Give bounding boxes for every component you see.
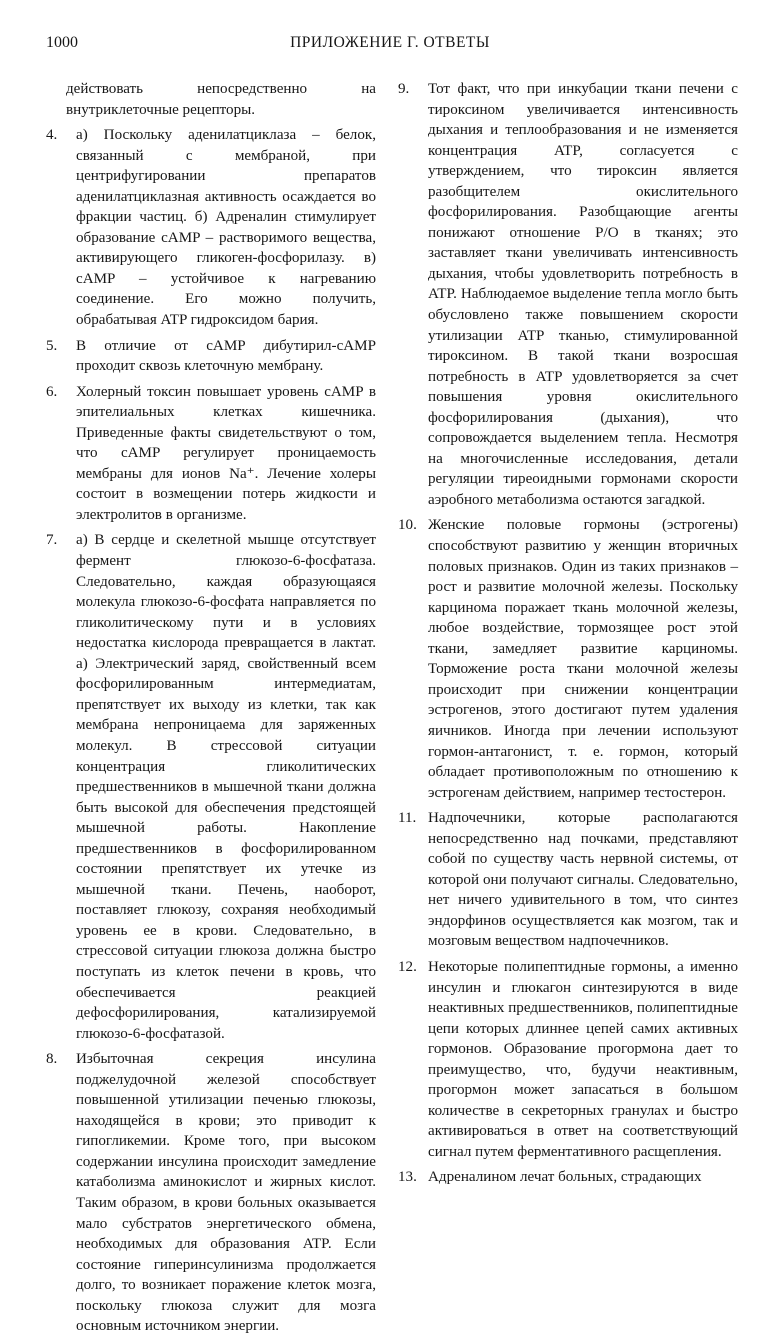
answer-text: Избыточная секреция инсулина поджелудочной железой способствует повышенной утилизации печенью глюкозы, находящейся в крови; это приводит к гипогликемии. Кроме того, при высоком содержании инсулина происходит замедление катаболизма аминокислот и жирных кислот. Таким образом, в крови больных оказывается мало субстратов энергетического обмена, необходимых для образования ATP. Если состояние гиперинсулинизма продолжается долго, то возникает поражение клеток мозга, поскольку глюкоза служит для мозга основным источником энергии. — [76, 1051, 376, 1335]
answer-item-4 — [46, 125, 376, 330]
answer-list-left — [46, 125, 376, 1337]
answer-item-11 — [398, 808, 738, 952]
answer-text: Тот факт, что при инкубации ткани печени с тироксином увеличивается интенсивность дыхания и теплообразования и не изменяется концентрация ATP, согласуется с утверждением, что тироксин является разобщителем окислительного фосфорилирования. Разобщающие агенты понижают отношение P/O в тканях; это заставляет ткани увеличивать интенсивность дыхания, чтобы удовлетворить потребность в ATP. Наблюдаемое выделение тепла могло быть обусловлено также повышением скорости утилизации ATP тканью, стимулированной тироксином. В такой ткани возросшая потребность в ATP удовлетворяется за счет повышения уровня окислительного фосфорилирования (дыхания), что сопровождается выделением тепла. Несмотря на многочисленные исследования, детали регуляции тиреоидными гормонами скорости аэробного метаболизма остаются загадкой. — [428, 81, 738, 508]
answer-item-12 — [398, 957, 738, 1162]
answer-number: 6. — [46, 383, 58, 400]
answer-number: 11. — [398, 810, 417, 827]
answer-item-9 — [398, 79, 738, 510]
answer-item-5 — [46, 336, 376, 377]
answer-number: 7. — [46, 532, 58, 549]
left-column — [46, 79, 376, 1335]
continuation-paragraph: действовать непосредственно на внутриклеточные рецепторы. — [66, 81, 376, 118]
answer-text: Холерный токсин повышает уровень cAMP в эпителиальных клетках кишечника. Приведенные факты свидетельствуют о том, что cAMP регулирует проницаемость мембраны для ионов Na⁺. Лечение холеры состоит в возмещении потерь жидкости и электролитов в организме. — [76, 383, 376, 523]
answer-text: а) Поскольку аденилатциклаза – белок, связанный с мембраной, при центрифугировании препаратов аденилатциклазная активность осаждается во фракции частиц. б) Адреналин стимулирует образование cAMP – растворимого вещества, активирующего гликоген-фосфорилазу. в) cAMP – устойчивое к нагреванию соединение. Его можно получить, обрабатывая ATP гидроксидом бария. — [76, 127, 376, 329]
running-title: ПРИЛОЖЕНИЕ Г. ОТВЕТЫ — [290, 34, 490, 51]
answer-number: 8. — [46, 1051, 58, 1068]
answer-text: Женские половые гормоны (эстрогены) способствуют развитию у женщин вторичных половых признаков. Один из таких признаков – рост и развитие молочной железы. Поскольку карцинома поражает ткань молочной железы, любое воздействие, тормозящее рост этой ткани, замедляет развитие карциномы. Торможение роста ткани молочной железы происходит при снижении концентрации эстрогенов, этого достигают путем удаления яичников. Иногда при лечении используют гормон-антагонист, т. е. гормон, который обладает противоположным по отношению к эстрогенам действием, например тестостерон. — [428, 517, 738, 801]
answer-text: Надпочечники, которые располагаются непосредственно над почками, представляют собой по существу часть нервной системы, от которой они получают сигналы. Следовательно, нет ничего удивительного в том, что синтез эндорфинов осуществляется как мозгом, так и мозговым веществом надпочечников. — [428, 810, 738, 950]
answer-item-8 — [46, 1049, 376, 1337]
answer-text: а) В сердце и скелетной мышце отсутствует фермент глюкозо-6-фосфатаза. Следовательно, каждая образующаяся молекула глюкозо-6-фосфата направляется по гликолитическому пути и в условиях недостатка кислорода превращается в лактат. а) Электрический заряд, свойственный всем фосфорилированным интермедиатам, препятствует их выходу из клетки, так как мембрана непроницаема для заряженных молекул. В стрессовой ситуации концентрация гликолитических предшественников в мышечной ткани должна быть высокой для обеспечения предстоящей мышечной работы. Накопление предшественников в фосфорилированном состоянии препятствует их утечке из мышечной ткани. Печень, наоборот, поставляет глюкозу, сохраняя необходимый уровень ее в крови. Следовательно, в стрессовой ситуации глюкоза должна быстро поступать из клеток печени в кровь, что обеспечивается реакцией дефосфорилирования, катализируемой глюкозо-6-фосфатазой. — [76, 532, 376, 1042]
page-header — [40, 34, 740, 56]
right-column — [398, 79, 738, 1186]
answer-number: 12. — [398, 958, 417, 975]
answer-text: Некоторые полипептидные гормоны, а именно инсулин и глюкагон синтезируются в виде неактивных предшественников, полипептидные цепи которых длиннее цепей самих активных гормонов. Образование прогормона дает то преимущество, что, будучи неактивным, прогормон может запасаться в большом количестве в секреторных гранулах и быстро активироваться в ответ на соответствующий сигнал путем ферментативного расщепления. — [428, 958, 738, 1160]
answer-item-13 — [398, 1167, 738, 1188]
answer-text: Адреналином лечат больных, страдающих — [428, 1169, 702, 1186]
answer-item-6 — [46, 382, 376, 526]
answer-item-7 — [46, 530, 376, 1044]
answer-number: 5. — [46, 337, 58, 354]
answer-number: 13. — [398, 1169, 417, 1186]
answer-number: 10. — [398, 517, 417, 534]
answer-item-10 — [398, 515, 738, 803]
answer-list-right — [398, 79, 738, 1188]
answer-number: 9. — [398, 81, 410, 97]
page-number: 1000 — [46, 34, 78, 51]
answer-text: В отличие от cAMP дибутирил-cAMP проходит сквозь клеточную мембрану. — [76, 337, 376, 375]
answer-number: 4. — [46, 127, 58, 144]
